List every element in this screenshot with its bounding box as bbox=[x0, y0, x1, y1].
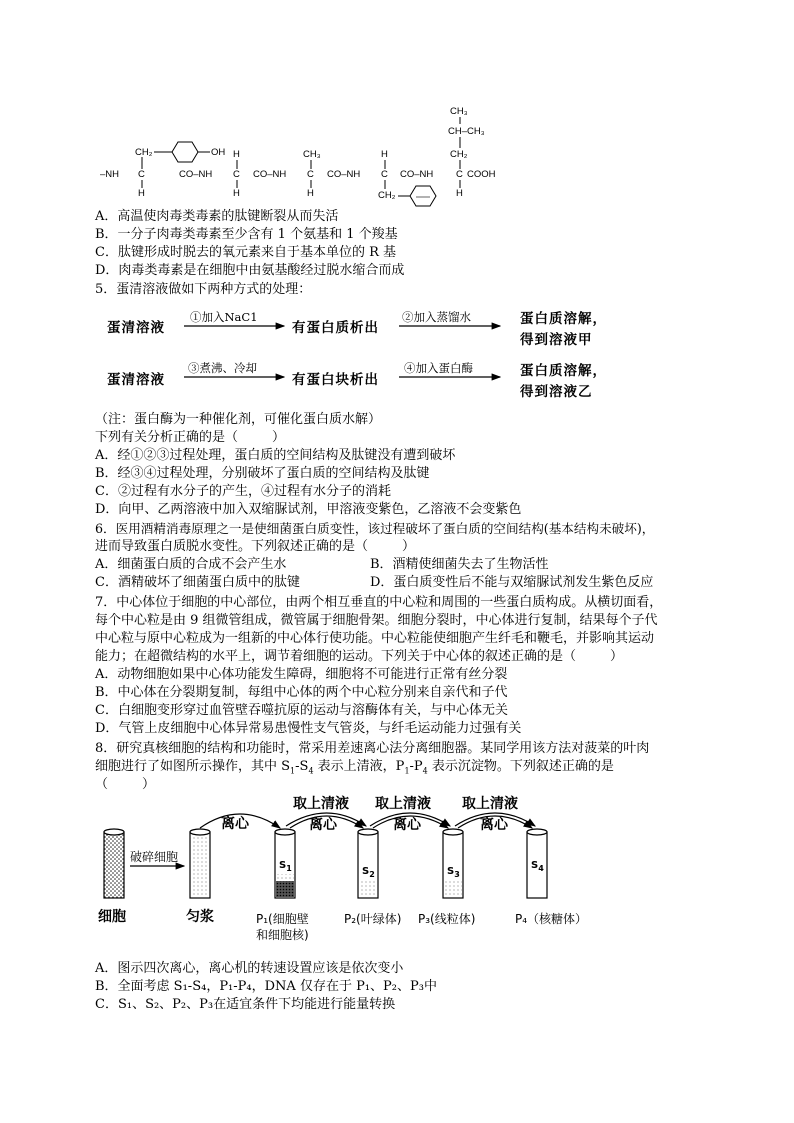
backbone-conh3: CO–NH bbox=[327, 169, 361, 180]
q4-option-a: A．高温使肉毒类毒素的肽键断裂从而失活 bbox=[95, 209, 339, 224]
tyr-oh: OH bbox=[211, 147, 226, 158]
label-homogenate: 匀浆 bbox=[186, 909, 214, 925]
flow2-start: 蛋清溶液 bbox=[107, 372, 165, 388]
q8-option-b: B．全面考虑 S₁-S₄，P₁-P₄，DNA 仅存在于 P₁、P₂、P₃中 bbox=[95, 979, 437, 994]
label-take-supernatant-3: 取上清液 bbox=[462, 796, 518, 812]
q5-stem: 5．蛋清溶液做如下两种方式的处理： bbox=[95, 282, 312, 297]
leu-ch3-top: CH₃ bbox=[450, 106, 468, 117]
backbone-c3: C bbox=[307, 169, 314, 180]
leu-ch: CH–CH₃ bbox=[448, 126, 485, 137]
backbone-c2: C bbox=[233, 169, 240, 180]
label-centrifuge-4: 离心 bbox=[480, 817, 508, 833]
flow2-end2: 得到溶液乙 bbox=[520, 384, 593, 400]
flow1-start: 蛋清溶液 bbox=[107, 320, 165, 336]
q7-line4: 能力；在超微结构的水平上，调节着细胞的运动。下列关于中心体的叙述正确的是（ ） bbox=[95, 649, 624, 664]
q7-line1: 7．中心体位于细胞的中心部位，由两个相互垂直的中心粒和周围的一些蛋白质构成。从横切面看， bbox=[95, 595, 663, 610]
label-centrifuge-1: 离心 bbox=[221, 816, 249, 832]
label-s3: $S_3$ bbox=[447, 866, 460, 879]
backbone-c5: C bbox=[456, 169, 463, 180]
q8-option-c: C．S₁、S₂、P₂、P₃在适宜条件下均能进行能量转换 bbox=[95, 997, 396, 1012]
flow1-step2: ②加入蒸馏水 bbox=[402, 310, 471, 324]
h-bottom-2: H bbox=[233, 188, 240, 199]
q7-line3: 中心粒与原中心粒成为一组新的中心体行使功能。中心粒能使细胞产生纤毛和鞭毛，并影响其运动 bbox=[95, 631, 655, 646]
q5-note: （注：蛋白酶为一种催化剂，可催化蛋白质水解） bbox=[95, 412, 382, 427]
q6-line1: 6．医用酒精消毒原理之一是使细菌蛋白质变性，该过程破坏了蛋白质的空间结构(基本结构未破坏)， bbox=[95, 521, 655, 536]
h-bottom-5: H bbox=[456, 188, 463, 199]
flow1-step1: ①加入NaC1 bbox=[190, 310, 258, 324]
phe-ch2: CH₂ bbox=[378, 190, 396, 201]
label-p4: P₄（核糖体） bbox=[515, 912, 588, 926]
ala-ch3: CH₃ bbox=[303, 149, 321, 160]
q4-option-b: B．一分子肉毒类毒素至少含有 1 个氨基和 1 个羧基 bbox=[95, 227, 398, 242]
q4-option-c: C．肽键形成时脱去的氧元素来自于基本单位的 R 基 bbox=[95, 245, 396, 260]
q7-option-a: A．动物细胞如果中心体功能发生障碍，细胞将不可能进行正常有丝分裂 bbox=[95, 667, 508, 682]
label-centrifuge-2: 离心 bbox=[309, 817, 337, 833]
q8-line3: （ ） bbox=[95, 777, 156, 792]
h-top-2: H bbox=[233, 149, 240, 160]
q4-option-d: D．肉毒类毒素是在细胞中由氨基酸经过脱水缩合而成 bbox=[95, 263, 405, 278]
tyr-ch2: CH₂ bbox=[135, 147, 153, 158]
label-centrifuge-3: 离心 bbox=[393, 817, 421, 833]
flow2-end1: 蛋白质溶解， bbox=[520, 363, 607, 379]
q7-option-c: C．白细胞变形穿过血管壁吞噬抗原的运动与溶酶体有关，与中心体无关 bbox=[95, 703, 508, 718]
backbone-cooh: COOH bbox=[467, 169, 496, 180]
backbone-conh2: CO–NH bbox=[253, 169, 287, 180]
flow2-step2: ④加入蛋白酶 bbox=[404, 361, 473, 375]
label-cell: 细胞 bbox=[98, 909, 126, 925]
h-bottom-1: H bbox=[138, 188, 145, 199]
q7-option-d: D．气管上皮细胞中心体异常易患慢性支气管炎，与纤毛运动能力过强有关 bbox=[95, 721, 522, 736]
label-p2: P₂(叶绿体) bbox=[344, 912, 402, 926]
label-break-cells: 破碎细胞 bbox=[130, 850, 179, 864]
q7-line2: 每个中心粒是由 9 组微管组成，微管属于细胞骨架。细胞分裂时，中心体进行复制，结果每个子代 bbox=[95, 613, 658, 628]
backbone-c4: C bbox=[381, 169, 388, 180]
q8-line1: 8．研究真核细胞的结构和功能时，常采用差速离心法分离细胞器。某同学用该方法对菠菜的叶肉 bbox=[95, 741, 650, 756]
label-s4: $S_4$ bbox=[531, 860, 544, 873]
backbone-conh4: CO–NH bbox=[400, 169, 434, 180]
flow1-end1: 蛋白质溶解， bbox=[520, 311, 607, 327]
q5-option-a: A．经①②③过程处理，蛋白质的空间结构及肽键没有遭到破坏 bbox=[95, 448, 456, 463]
q5-question: 下列有关分析正确的是（ ） bbox=[95, 430, 286, 445]
backbone-conh1: CO–NH bbox=[179, 169, 213, 180]
label-p3: P₃(线粒体) bbox=[418, 912, 476, 926]
q6-option-a: A．细菌蛋白质的合成不会产生水 bbox=[95, 557, 287, 572]
flow2-mid: 有蛋白块析出 bbox=[292, 372, 379, 388]
q8-option-a: A．图示四次离心，离心机的转速设置应该是依次变小 bbox=[95, 961, 404, 976]
q7-option-b: B．中心体在分裂期复制，每组中心体的两个中心粒分别来自亲代和子代 bbox=[95, 685, 508, 700]
backbone-nh: –NH bbox=[100, 169, 120, 180]
label-p1-line2: 和细胞核) bbox=[256, 928, 309, 942]
label-s1: $S_1$ bbox=[279, 860, 292, 873]
q5-option-b: B．经③④过程处理，分别破坏了蛋白质的空间结构及肽键 bbox=[95, 466, 430, 481]
q6-option-d: D．蛋白质变性后不能与双缩脲试剂发生紫色反应 bbox=[370, 575, 654, 590]
q5-option-d: D．向甲、乙两溶液中加入双缩脲试剂，甲溶液变紫色，乙溶液不会变紫色 bbox=[95, 502, 522, 517]
leu-ch2: CH₂ bbox=[450, 149, 468, 160]
label-s2: $S_2$ bbox=[362, 866, 375, 879]
flow2-step1: ③煮沸、冷却 bbox=[188, 361, 257, 375]
h-bottom-3: H bbox=[307, 188, 314, 199]
q6-option-c: C．酒精破坏了细菌蛋白质中的肽键 bbox=[95, 575, 300, 590]
label-p1: P₁(细胞壁 bbox=[256, 912, 309, 926]
flow1-mid: 有蛋白质析出 bbox=[292, 320, 379, 336]
flow1-end2: 得到溶液甲 bbox=[520, 332, 593, 348]
q6-line2: 进而导致蛋白质脱水变性。下列叙述正确的是（ ） bbox=[95, 539, 416, 554]
q5-option-c: C．②过程有水分子的产生，④过程有水分子的消耗 bbox=[95, 484, 391, 499]
h-top-4: H bbox=[381, 149, 388, 160]
label-take-supernatant-1: 取上清液 bbox=[293, 796, 349, 812]
label-take-supernatant-2: 取上清液 bbox=[375, 796, 431, 812]
q6-option-b: B．酒精使细菌失去了生物活性 bbox=[370, 557, 549, 572]
q8-line2: 细胞进行了如图所示操作，其中 $S_1-S_4$ 表示上清液，$P_1-P_4$ 表示沉淀物。下列叙述正确的是 bbox=[95, 759, 614, 776]
backbone-c1: C bbox=[138, 169, 145, 180]
